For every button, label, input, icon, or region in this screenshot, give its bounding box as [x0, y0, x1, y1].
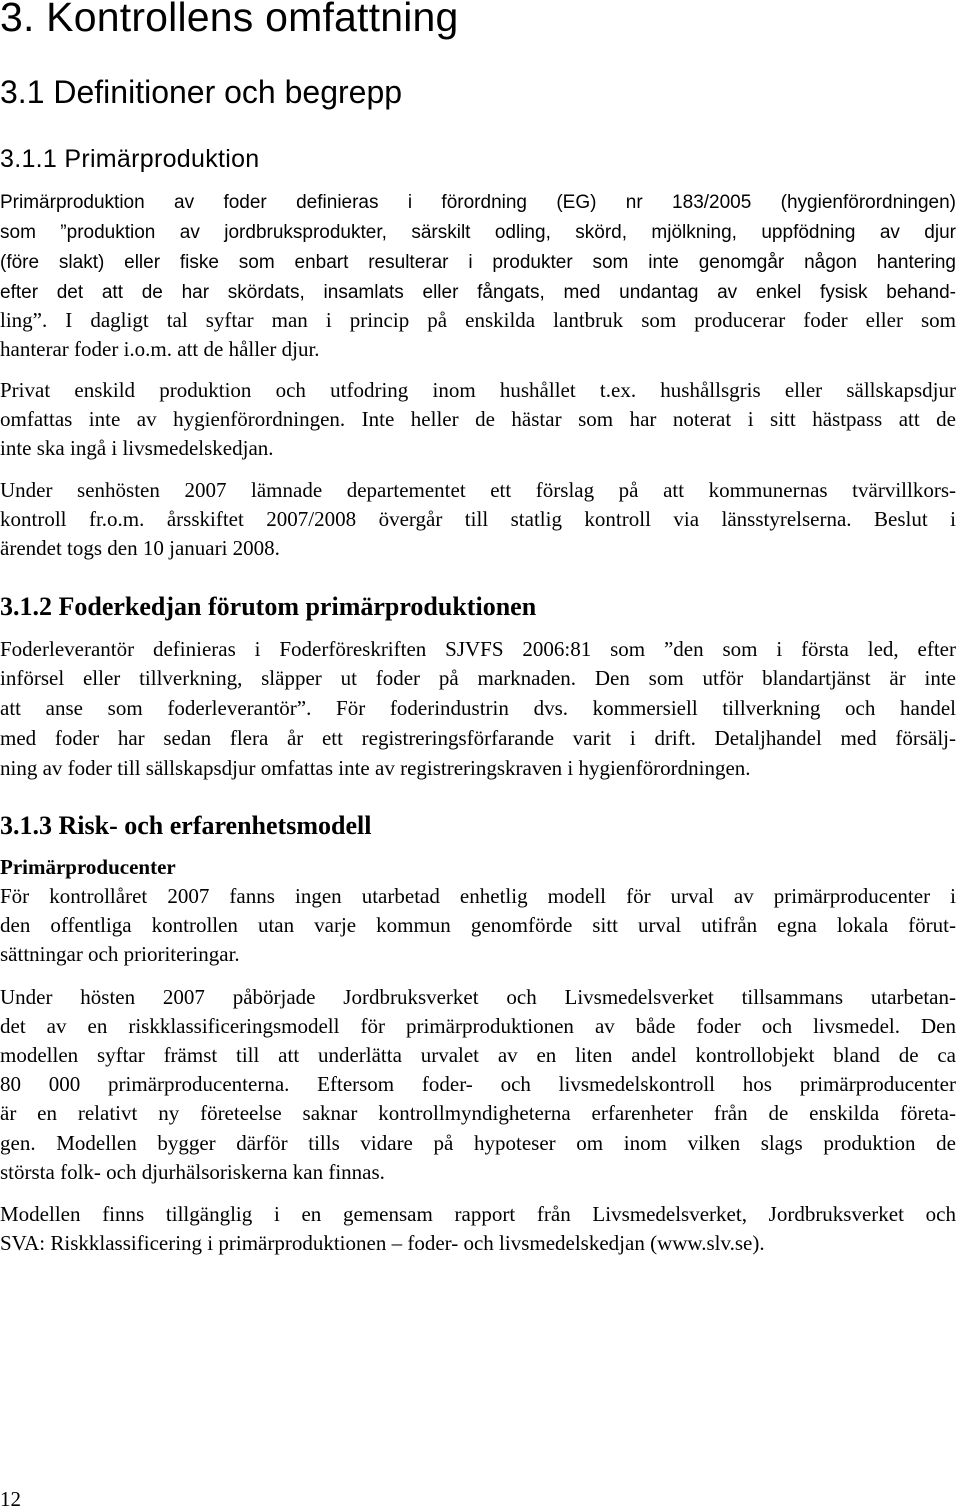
text-line: med foder har sedan flera år ett registreringsförfarande varit i drift. Detaljhandel med försälj- [0, 726, 956, 750]
subheading-primary-producers: Primärproducenter [0, 855, 176, 879]
text-line: ärendet togs den 10 januari 2008. [0, 536, 280, 560]
subsection-heading-feed-chain: 3.1.2 Foderkedjan förutom primärproduktionen [0, 592, 537, 621]
text-line: Primärproduktion av foder definieras i förordning (EG) nr 183/2005 (hygienförordningen) [0, 192, 956, 213]
text-line: är en relativt ny företeelse saknar kontrollmyndigheterna erfarenheter från de enskilda företa- [0, 1101, 956, 1125]
text-line: ling”. I dagligt tal syftar man i princip på enskilda lantbruk som producerar foder eller som [0, 308, 956, 332]
text-line: Under hösten 2007 påbörjade Jordbruksverket och Livsmedelsverket tillsammans utarbetan- [0, 985, 956, 1009]
page-number: 12 [0, 1487, 21, 1511]
text-line: det av en riskklassificeringsmodell för primärproduktionen av både foder och livsmedel. Den [0, 1014, 956, 1038]
text-line: SVA: Riskklassificering i primärproduktionen – foder- och livsmedelskedjan (www.slv.se). [0, 1231, 765, 1255]
text-line: största folk- och djurhälsoriskerna kan finnas. [0, 1160, 385, 1184]
text-line: som ”produktion av jordbruksprodukter, särskilt odling, skörd, mjölkning, uppfödning av djur [0, 222, 956, 243]
chapter-heading: 3. Kontrollens omfattning [0, 0, 459, 40]
text-line: ning av foder till sällskapsdjur omfattas inte av registreringskraven i hygienförordningen. [0, 756, 751, 780]
text-line: införsel eller tillverkning, släpper ut foder på marknaden. Den som utför blandartjänst är inte [0, 666, 956, 690]
text-line: gen. Modellen bygger därför tills vidare på hypoteser om inom vilken slags produktion de [0, 1131, 956, 1155]
text-line: Privat enskild produktion och utfodring inom hushållet t.ex. hushållsgris eller sällskapsdjur [0, 378, 956, 402]
text-line: kontroll fr.o.m. årsskiftet 2007/2008 övergår till statlig kontroll via länsstyrelserna. Beslut i [0, 507, 956, 531]
text-line: Modellen finns tillgänglig i en gemensam rapport från Livsmedelsverket, Jordbruksverket och [0, 1202, 956, 1226]
text-line: 80 000 primärproducenterna. Eftersom foder- och livsmedelskontroll hos primärproducenter [0, 1072, 956, 1096]
text-line: (före slakt) eller fiske som enbart resulterar i produkter som inte genomgår någon hantering [0, 252, 956, 273]
text-line: För kontrollåret 2007 fanns ingen utarbetad enhetlig modell för urval av primärproducenter i [0, 884, 956, 908]
text-line: den offentliga kontrollen utan varje kommun genomförde sitt urval utifrån egna lokala förut- [0, 913, 956, 937]
text-line: att anse som foderleverantör”. För foderindustrin dvs. kommersiell tillverkning och handel [0, 696, 956, 720]
text-line: modellen syftar främst till att underlätta urvalet av en liten andel kontrollobjekt bland de ca [0, 1043, 956, 1067]
subsection-heading-primary: 3.1.1 Primärproduktion [0, 145, 260, 173]
text-line: hanterar foder i.o.m. att de håller djur. [0, 337, 320, 361]
text-line: omfattas inte av hygienförordningen. Inte heller de hästar som har noterat i sitt hästpass att de [0, 407, 956, 431]
section-heading: 3.1 Definitioner och begrepp [0, 74, 403, 110]
text-line: efter det att de har skördats, insamlats eller fångats, med undantag av enkel fysisk behand- [0, 282, 956, 303]
subsection-heading-risk-model: 3.1.3 Risk- och erfarenhetsmodell [0, 811, 372, 840]
text-line: Under senhösten 2007 lämnade departementet ett förslag på att kommunernas tvärvillkors- [0, 478, 956, 502]
text-line: inte ska ingå i livsmedelskedjan. [0, 436, 274, 460]
text-line: sättningar och prioriteringar. [0, 942, 240, 966]
text-line: Foderleverantör definieras i Foderföreskriften SJVFS 2006:81 som ”den som i första led, efter [0, 637, 956, 661]
